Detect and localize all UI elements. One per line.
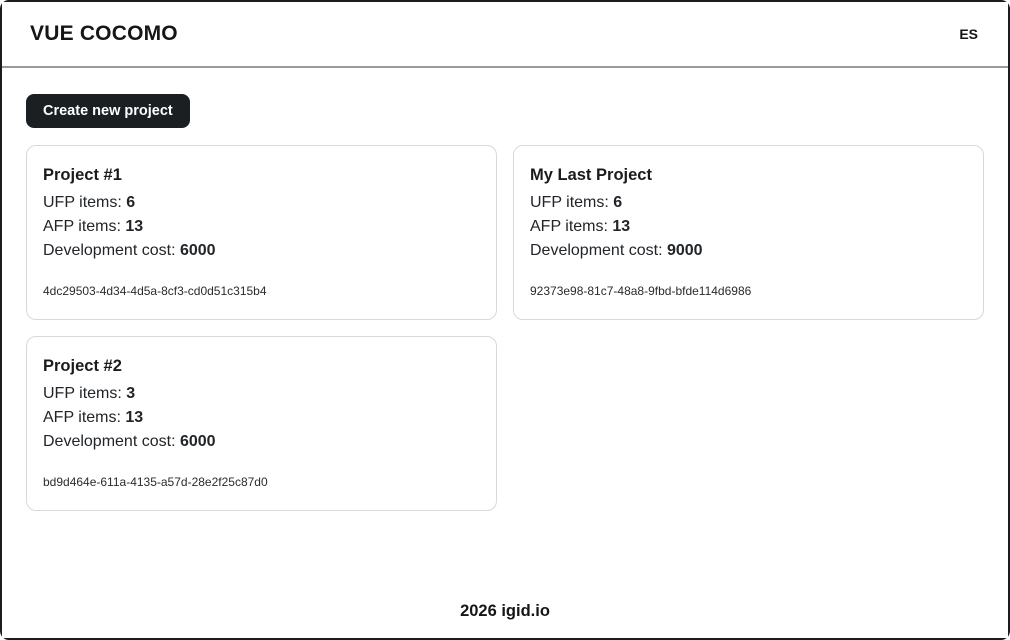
afp-value: 13: [125, 409, 144, 426]
development-cost-line: [43, 239, 480, 263]
ufp-label: UFP items:: [530, 194, 609, 211]
project-title: Project #1: [43, 166, 122, 184]
project-title: Project #2: [43, 357, 122, 375]
afp-label: AFP items:: [43, 218, 121, 235]
app-header: [2, 2, 1008, 68]
afp-items-line: [43, 215, 480, 239]
app-footer: [2, 588, 1008, 638]
project-card[interactable]: [26, 336, 497, 511]
project-title: My Last Project: [530, 166, 652, 184]
afp-value: 13: [125, 218, 144, 235]
ufp-items-line: [43, 191, 480, 215]
afp-label: AFP items:: [43, 409, 121, 426]
ufp-value: 6: [613, 194, 623, 211]
afp-value: 13: [612, 218, 631, 235]
project-uuid: 92373e98-81c7-48a8-9fbd-bfde114d6986: [530, 284, 752, 298]
cost-value: 6000: [179, 433, 216, 450]
projects-grid: [26, 145, 984, 511]
project-uuid: 4dc29503-4d34-4d5a-8cf3-cd0d51c315b4: [43, 284, 267, 298]
project-card[interactable]: [26, 145, 497, 320]
ufp-value: 6: [126, 194, 136, 211]
development-cost-line: [43, 430, 480, 454]
app-window: [2, 2, 1008, 638]
create-new-project-button[interactable]: Create new project: [26, 94, 190, 128]
ufp-label: UFP items:: [43, 385, 122, 402]
language-toggle-button[interactable]: ES: [959, 26, 978, 42]
ufp-value: 3: [126, 385, 136, 402]
cost-value: 6000: [179, 242, 216, 259]
footer-text: 2026 igid.io: [460, 602, 550, 620]
afp-items-line: [43, 406, 480, 430]
cost-label: Development cost:: [530, 242, 663, 259]
ufp-label: UFP items:: [43, 194, 122, 211]
afp-items-line: [530, 215, 967, 239]
cost-value: 9000: [666, 242, 703, 259]
main-content: [2, 68, 1008, 588]
app-title: VUE COCOMO: [30, 22, 178, 45]
cost-label: Development cost:: [43, 242, 176, 259]
ufp-items-line: [43, 382, 480, 406]
project-card[interactable]: [513, 145, 984, 320]
afp-label: AFP items:: [530, 218, 608, 235]
cost-label: Development cost:: [43, 433, 176, 450]
development-cost-line: [530, 239, 967, 263]
ufp-items-line: [530, 191, 967, 215]
project-uuid: bd9d464e-611a-4135-a57d-28e2f25c87d0: [43, 475, 268, 489]
